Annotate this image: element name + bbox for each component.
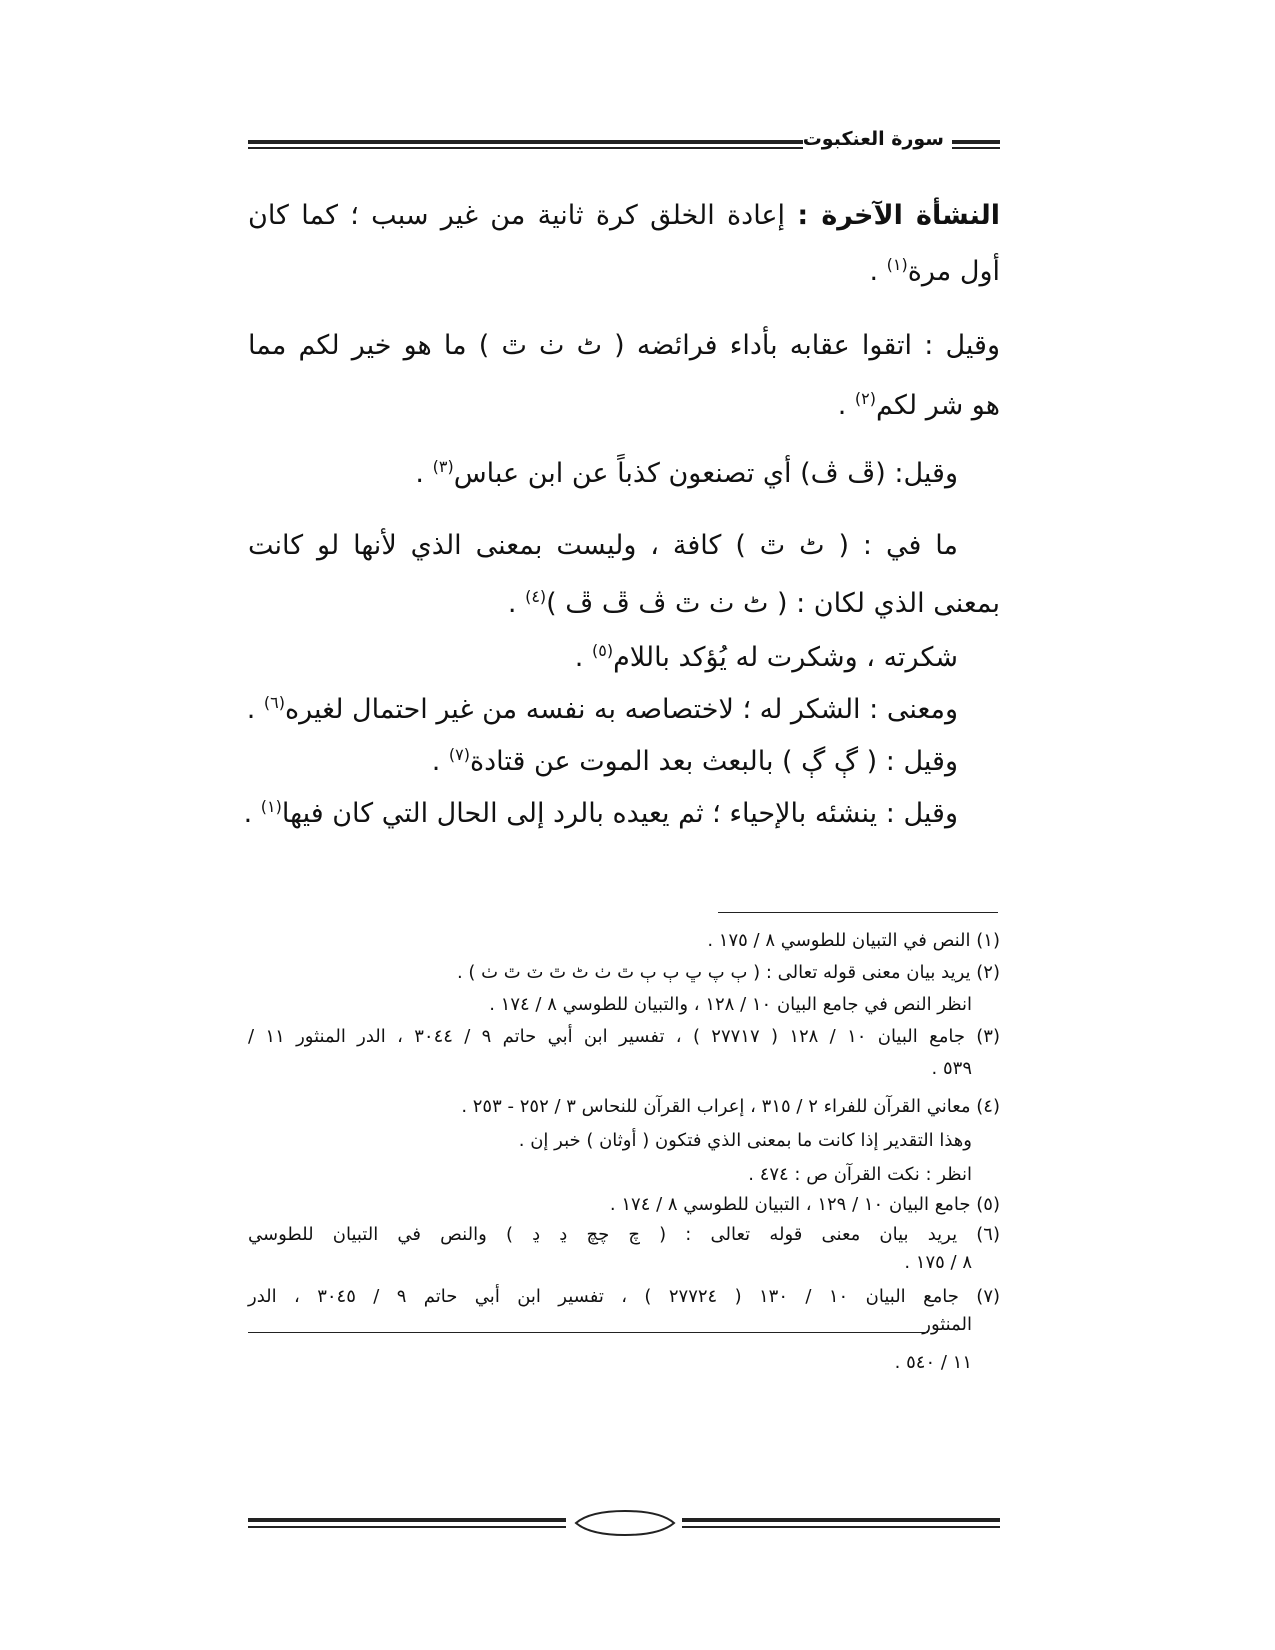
- footer-rule-right: [682, 1518, 1000, 1528]
- footnote-ref: (٧): [448, 745, 470, 764]
- footnote-2-continued: انظر النص في جامع البيان ١٠ / ١٢٨ ، والتبيان للطوسي ٨ / ١٧٤ .: [489, 994, 972, 1015]
- footnote-3: (٣) جامع البيان ١٠ / ١٢٨ ( ٢٧٧١٧ ) ، تفسير ابن أبي حاتم ٩ / ٣٠٤٤ ، الدر المنثور ١١ /: [248, 1026, 1000, 1047]
- footnote-ref: (٣): [432, 457, 454, 476]
- footnote-ref: (١): [260, 797, 282, 816]
- footnote-ref: (٥): [591, 641, 614, 660]
- header-rule-short: [952, 140, 1000, 149]
- footer-rule-left: [248, 1518, 566, 1528]
- footnote-2: (٢) يريد بيان معنى قوله تعالى : ( ٻ پ ڀ ٻ ٻ ٿ ٺ ٹ ٿ ٽ ٿ ٺ ) .: [456, 962, 1000, 983]
- footnote-1: (١) النص في التبيان للطوسي ٨ / ١٧٥ .: [707, 930, 1000, 951]
- footnote-ref: (١): [886, 255, 908, 274]
- paragraph-2-line-2: هو شر لكم$^{(٢)}$ .: [837, 389, 1000, 421]
- paragraph-3: وقيل: (ڦ ڤ) أي تصنعون كذباً عن ابن عباس$^{(٣)}$ .: [415, 457, 958, 489]
- paragraph-4-line-1: ما في : ( ٹ ٿ ) كافة ، وليست بمعنى الذي لأنها لو كانت: [248, 530, 958, 561]
- footnote-3-continued: ٥٣٩ .: [931, 1058, 972, 1079]
- paragraph-2-line-1: وقيل : اتقوا عقابه بأداء فرائضه ( ٹ ٺ ٿ ) ما هو خير لكم مما: [248, 330, 1000, 361]
- page-number-oval-icon: [570, 1508, 680, 1538]
- footnote-ref: (٦): [263, 693, 285, 712]
- header-rule: [248, 140, 803, 149]
- paragraph-1-line-2: أول مرة$^{(١)}$ .: [869, 255, 1000, 287]
- footnote-7-volume: ١١ / ٥٤٠ .: [894, 1352, 972, 1373]
- surah-title: سورة العنكبوت: [802, 128, 944, 150]
- footnote-4-continued: وهذا التقدير إذا كانت ما بمعنى الذي فتكون ( أوثان ) خبر إن .: [518, 1130, 972, 1151]
- paragraph-7: وقيل : ( ڳ ڳ ) بالبعث بعد الموت عن قتادة$^{(٧)}$ .: [431, 745, 958, 777]
- footnote-7-kashida-line: [248, 1332, 928, 1333]
- footnote-6-continued: ٨ / ١٧٥ .: [904, 1252, 972, 1273]
- paragraph-5: شكرته ، وشكرت له يُؤكد باللام$^{(٥)}$ .: [574, 641, 958, 673]
- page-header: [248, 128, 1000, 160]
- footnote-5: (٥) جامع البيان ١٠ / ١٢٩ ، التبيان للطوسي ٨ / ١٧٤ .: [609, 1194, 1000, 1215]
- paragraph-6: ومعنى : الشكر له ؛ لاختصاصه به نفسه من غير احتمال لغيره$^{(٦)}$ .: [246, 693, 958, 725]
- footnote-ref: (٢): [854, 389, 877, 408]
- footnote-4: (٤) معاني القرآن للفراء ٢ / ٣١٥ ، إعراب القرآن للنحاس ٣ / ٢٥٢ - ٢٥٣ .: [461, 1096, 1000, 1117]
- footnote-7: (٧) جامع البيان ١٠ / ١٣٠ ( ٢٧٧٢٤ ) ، تفسير ابن أبي حاتم ٩ / ٣٠٤٥ ، الدر: [248, 1286, 1001, 1307]
- footnote-6: (٦) يريد بيان معنى قوله تعالى : ( چ چچ ڍ ڍ ) والنص في التبيان للطوسي: [248, 1224, 1000, 1245]
- paragraph-1-line-1: النشأة الآخرة : إعادة الخلق كرة ثانية من غير سبب ؛ كما كان: [248, 200, 1000, 231]
- paragraph-8: وقيل : ينشئه بالإحياء ؛ ثم يعيده بالرد إلى الحال التي كان فيها$^{(١)}$ .: [243, 797, 958, 829]
- footnote-separator: [718, 912, 998, 913]
- footnote-4-reference: انظر : نكت القرآن ص : ٤٧٤ .: [748, 1164, 972, 1185]
- page-footer-ornament: [248, 1506, 1000, 1546]
- footnote-ref: (٤): [525, 587, 547, 606]
- footnote-7-continued: المنثور: [922, 1314, 972, 1335]
- paragraph-4-line-2: بمعنى الذي لكان : ( ٹ ٺ ٿ ڤ ڦ ڦ )$^{(٤)}$ .: [507, 587, 1000, 619]
